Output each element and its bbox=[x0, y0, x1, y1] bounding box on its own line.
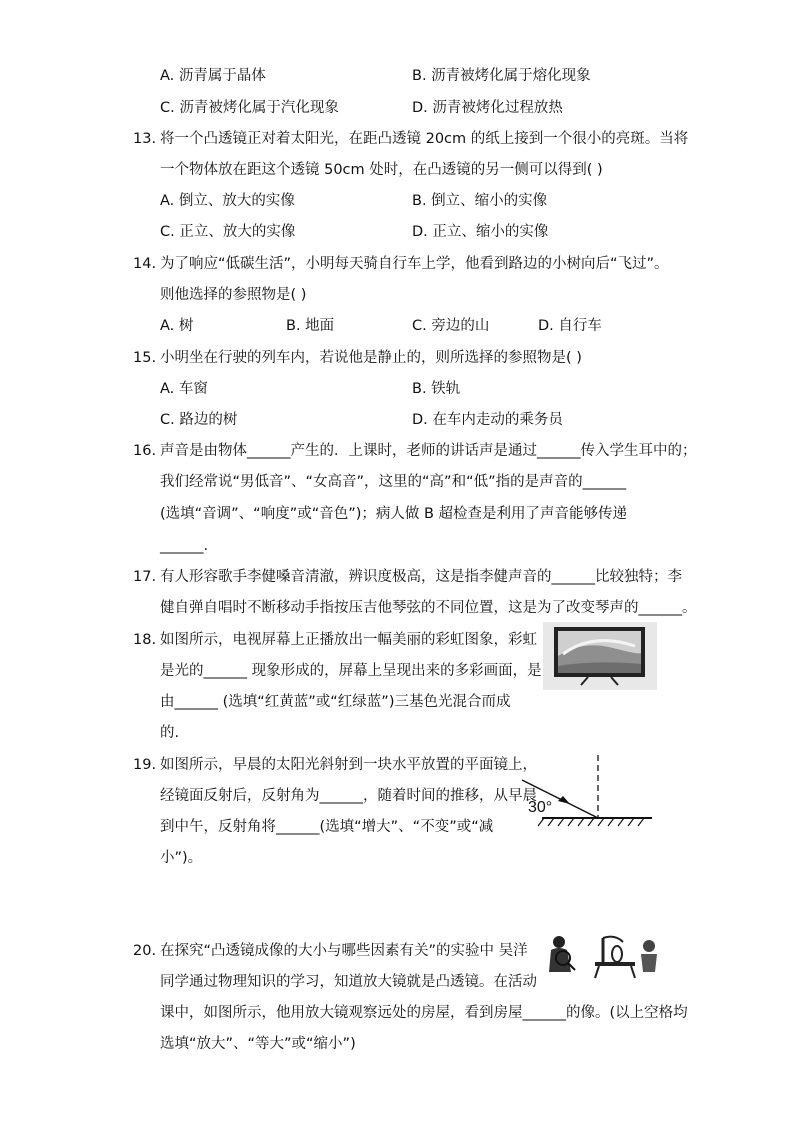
q16-text-line4: ______. bbox=[160, 538, 209, 554]
q14-option-a: A. 树 bbox=[160, 318, 194, 334]
q20-text-line3: 课中，如图所示，他用放大镜观察远处的房屋，看到房屋______的像。(以上空格均 bbox=[160, 1005, 688, 1021]
q14-option-b: B. 地面 bbox=[286, 318, 335, 334]
q20-text-line4: 选填“放大”、“等大”或“缩小”) bbox=[160, 1036, 356, 1052]
q14-option-c: C. 旁边的山 bbox=[412, 318, 490, 334]
q13-option-d: D. 正立、缩小的实像 bbox=[412, 224, 549, 240]
q15-number: 15. bbox=[133, 350, 157, 366]
q12-option-b: B. 沥青被烤化属于熔化现象 bbox=[412, 68, 591, 84]
angle-label: 30° bbox=[528, 799, 553, 816]
person-with-magnifier bbox=[549, 936, 575, 972]
q17-number: 17. bbox=[133, 569, 157, 585]
q14-number: 14. bbox=[133, 256, 157, 272]
q13-option-b: B. 倒立、缩小的实像 bbox=[412, 193, 548, 209]
q18-number: 18. bbox=[133, 632, 157, 648]
q20-text-line1: 在探究“凸透镜成像的大小与哪些因素有关”的实验中 吴洋 bbox=[160, 943, 528, 959]
q15-option-c: C. 路边的树 bbox=[160, 412, 238, 428]
q18-text-line4: 的. bbox=[160, 725, 180, 741]
q16-text-line2: 我们经常说“男低音”、“女高音”，这里的“高”和“低”指的是声音的______ bbox=[160, 474, 627, 490]
q16-text-line3: (选填“音调”、“响度”或“音色”)；病人做 B 超检查是利用了声音能够传递 bbox=[160, 506, 628, 522]
q13-number: 13. bbox=[133, 131, 157, 147]
q18-text-line1: 如图所示，电视屏幕上正播放出一幅美丽的彩虹图象，彩虹 bbox=[160, 632, 537, 648]
q20-number: 20. bbox=[133, 943, 157, 959]
q14-text-line2: 则他选择的参照物是( ) bbox=[160, 287, 307, 303]
q13-option-c: C. 正立、放大的实像 bbox=[160, 224, 296, 240]
q15-option-b: B. 铁轨 bbox=[412, 381, 461, 397]
q13-option-a: A. 倒立、放大的实像 bbox=[160, 193, 295, 209]
q12-option-a: A. 沥青属于晶体 bbox=[160, 68, 266, 84]
lens-bench-apparatus bbox=[595, 937, 657, 978]
q16-number: 16. bbox=[133, 443, 157, 459]
tv-rainbow-figure bbox=[543, 622, 657, 690]
q12-option-d: D. 沥青被烤化过程放热 bbox=[412, 100, 563, 116]
magnifier-experiment-figure bbox=[545, 932, 660, 980]
q19-number: 19. bbox=[133, 757, 157, 773]
q15-option-a: A. 车窗 bbox=[160, 381, 208, 397]
q15-text-line1: 小明坐在行驶的列车内，若说他是静止的，则所选择的参照物是( ) bbox=[160, 350, 582, 366]
mirror-reflection-figure bbox=[518, 750, 656, 835]
mirror-hatching bbox=[538, 818, 644, 826]
q15-option-d: D. 在车内走动的乘务员 bbox=[412, 412, 563, 428]
q13-text-line2: 一个物体放在距这个透镜 50cm 处时，在凸透镜的另一侧可以得到( ) bbox=[160, 162, 603, 178]
q14-option-d: D. 自行车 bbox=[538, 318, 602, 334]
q16-text-line1: 声音是由物体______产生的．上课时，老师的讲话声是通过______传入学生耳中的； bbox=[160, 443, 697, 459]
q13-text-line1: 将一个凸透镜正对着太阳光，在距凸透镜 20cm 的纸上接到一个很小的亮斑。当将 bbox=[160, 131, 689, 147]
q18-text-line3: 由______ (选填“红黄蓝”或“红绿蓝”)三基色光混合而成 bbox=[160, 694, 511, 710]
q19-text-line3: 到中午，反射角将______(选填“增大”、“不变”或“减 bbox=[160, 819, 494, 835]
q17-text-line2: 健自弹自唱时不断移动手指按压吉他琴弦的不同位置，这是为了改变琴声的______。 bbox=[160, 600, 697, 616]
q20-text-line2: 同学通过物理知识的学习，知道放大镜就是凸透镜。在活动 bbox=[160, 974, 537, 990]
q17-text-line1: 有人形容歌手李健嗓音清澈，辨识度极高，这是指李健声音的______比较独特；李 bbox=[160, 569, 682, 585]
q19-text-line2: 经镜面反射后，反射角为______，随着时间的推移，从早晨 bbox=[160, 788, 537, 804]
ray-arrow bbox=[558, 796, 570, 804]
q14-text-line1: 为了响应“低碳生活”，小明每天骑自行车上学，他看到路边的小树向后“飞过”。 bbox=[160, 256, 669, 272]
q19-text-line4: 小”)。 bbox=[160, 850, 203, 866]
q18-text-line2: 是光的______ 现象形成的，屏幕上呈现出来的多彩画面，是 bbox=[160, 663, 542, 679]
q19-text-line1: 如图所示，早晨的太阳光斜射到一块水平放置的平面镜上， bbox=[160, 757, 537, 773]
q12-option-c: C. 沥青被烤化属于汽化现象 bbox=[160, 100, 339, 116]
